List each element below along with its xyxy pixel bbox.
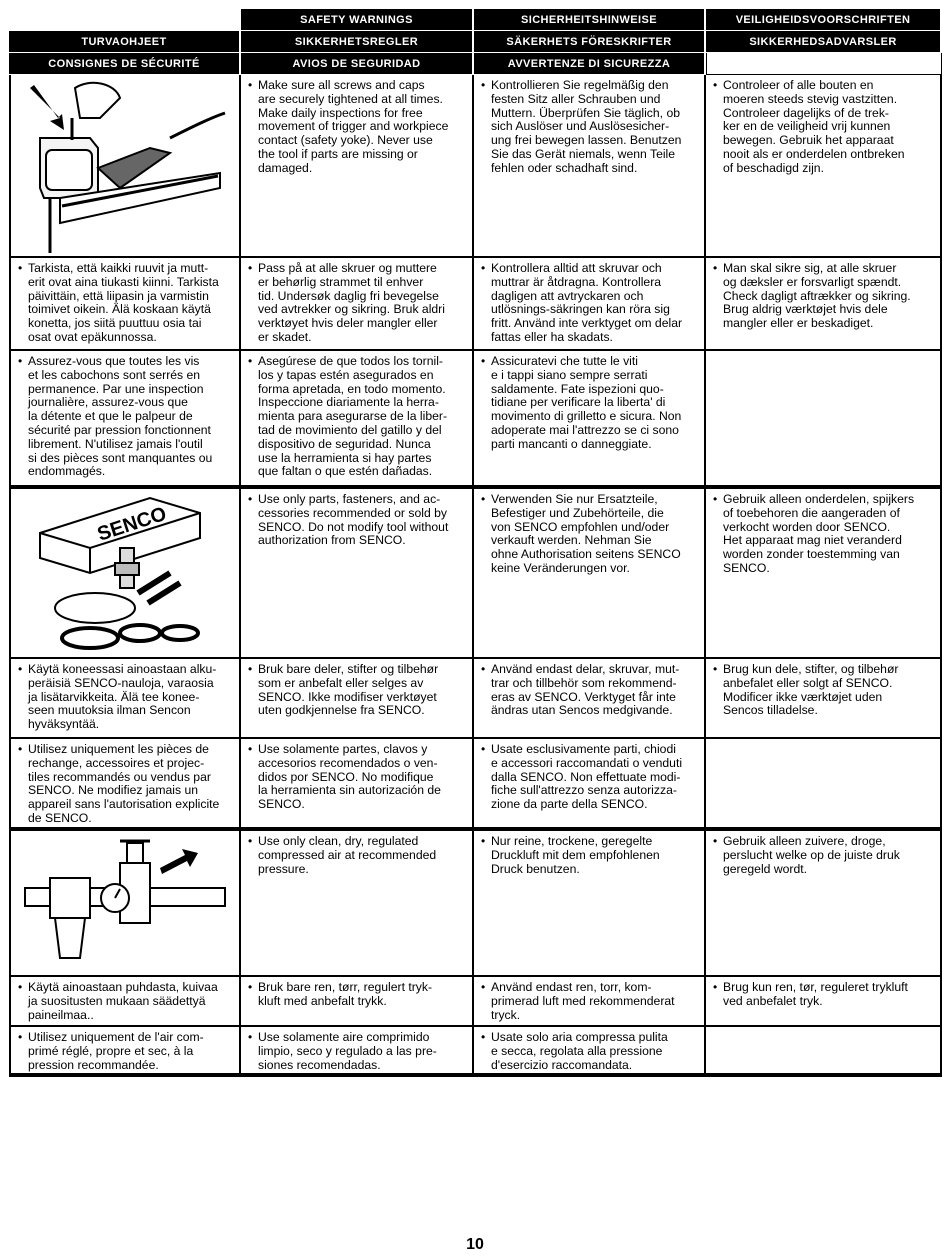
warning-cell xyxy=(241,1027,474,1077)
bullet-icon: • xyxy=(248,78,253,92)
bullet-item xyxy=(18,981,233,1022)
column-header: SIKKERHETSREGLER xyxy=(241,31,474,53)
warning-text: Brug kun dele, stifter, og tilbehør anbefalet eller solgt af SENCO. Modificer ikke værktøjet uden Sencos tilladelse. xyxy=(723,662,899,718)
warning-text: Käytä ainoastaan puhdasta, kuivaa ja suositusten mukaan säädettyä paineilmaa.. xyxy=(28,980,218,1022)
warning-text: Use only parts, fasteners, and ac- cessories recommended or sold by SENCO. Do not modify tool without authorization from SENCO. xyxy=(258,492,449,548)
warning-cell xyxy=(241,739,474,831)
warning-text: Asegúrese de que todos los tornil- los y tapas estén asegurados en forma apretada, en todo momento. Inspeccione diariamente la herra- mienta para asegurarse de la liber- tad de movimiento del gatillo y del dispositivo de seguridad. Nunca use la herramienta si hay partes que faltan o que estén dañadas. xyxy=(258,354,448,479)
warning-text: Usate esclusivamente parti, chiodi e accessori raccomandati o venduti dalla SENCO. Non effettuate modi- fiche sull'attrezzo senza autorizza- zione da parte della SENCO. xyxy=(491,742,683,812)
warning-text: Controleer of alle bouten en moeren steeds stevig vastzitten. Controleer dagelijks of de trek- ker en de veiligheid vrij kunnen bewegen. Gebruik het apparaat nooit als er onderdelen ontbreken of beschadigd zijn. xyxy=(723,78,905,175)
warning-cell xyxy=(474,659,706,739)
bullet-icon: • xyxy=(481,742,486,756)
warning-cell xyxy=(9,1027,241,1077)
bullet-icon: • xyxy=(18,261,23,275)
warning-text: Kontrollieren Sie regelmäßig den festen Sitz aller Schrauben und Muttern. Überprüfen Sie täglich, ob sich Auslöser und Auslösesicher- ung frei bewegen lassen. Benutzen Sie das Gerät niemals, wenn Teile fehlen oder schadhaft sind. xyxy=(491,78,682,175)
warning-text: Använd endast ren, torr, kom- primerad luft med rekommenderat tryck. xyxy=(491,980,675,1022)
bullet-item xyxy=(713,835,934,876)
bullet-icon: • xyxy=(713,834,718,848)
column-header: VEILIGHEIDSVOORSCHRIFTEN xyxy=(706,9,942,31)
warning-cell xyxy=(474,258,706,351)
warning-text: Make sure all screws and caps are securely tightened at all times. Make daily inspections for free movement of trigger and workpiece contact (safety yoke). Never use the tool if parts are missing or damaged. xyxy=(258,78,449,175)
warning-cell xyxy=(474,739,706,831)
bullet-item xyxy=(248,1031,466,1072)
warning-text: Utilisez uniquement de l'air com- primé réglé, propre et sec, à la pression recommandée. xyxy=(28,1030,204,1072)
empty-header-cell xyxy=(706,53,942,75)
bullet-item xyxy=(248,355,466,479)
bullet-icon: • xyxy=(18,980,23,994)
column-header: TURVAOHJEET xyxy=(9,31,241,53)
warning-cell xyxy=(474,351,706,489)
warning-cell xyxy=(706,258,942,351)
bullet-item xyxy=(18,663,233,732)
warning-cell xyxy=(706,659,942,739)
bullet-item xyxy=(713,262,934,331)
bullet-icon: • xyxy=(481,354,486,368)
bullet-item xyxy=(248,493,466,548)
warning-cell xyxy=(706,489,942,659)
warning-cell xyxy=(241,659,474,739)
bullet-item xyxy=(18,355,233,479)
bullet-icon: • xyxy=(248,662,253,676)
warning-text: Use solamente aire comprimido limpio, seco y regulado a las pre- siones recomendadas. xyxy=(258,1030,437,1072)
bullet-icon: • xyxy=(248,742,253,756)
bullet-icon: • xyxy=(481,662,486,676)
bullet-icon: • xyxy=(713,662,718,676)
nailer-screw-tightening-illustration xyxy=(9,75,241,258)
warning-cell xyxy=(241,258,474,351)
warning-text: Utilisez uniquement les pièces de rechange, accessoires et projec- tiles recommandés ou vendus par SENCO. Ne modifiez jamais un appareil sans l'autorisation explicite de SENCO. xyxy=(28,742,220,825)
bullet-item xyxy=(481,79,698,176)
bullet-item xyxy=(248,835,466,876)
bullet-item xyxy=(481,743,698,812)
empty-cell xyxy=(706,351,942,489)
warning-text: Gebruik alleen onderdelen, spijkers of toebehoren die aangeraden of verkocht worden door SENCO. Het apparaat mag niet veranderd worden zonder toestemming van SENCO. xyxy=(723,492,915,575)
empty-cell xyxy=(706,739,942,831)
bullet-icon: • xyxy=(248,1030,253,1044)
bullet-icon: • xyxy=(248,354,253,368)
bullet-icon: • xyxy=(248,980,253,994)
bullet-item xyxy=(713,663,934,718)
bullet-icon: • xyxy=(248,261,253,275)
safety-table xyxy=(9,9,942,1077)
warning-cell xyxy=(241,351,474,489)
warning-text: Bruk bare deler, stifter og tilbehør som er anbefalt eller selges av SENCO. Ikke modifiser verktøyet uten godkjennelse fra SENCO. xyxy=(258,662,439,718)
warning-text: Bruk bare ren, tørr, regulert tryk- kluft med anbefalt trykk. xyxy=(258,980,433,1008)
warning-cell xyxy=(474,977,706,1027)
bullet-item xyxy=(481,835,698,876)
column-header: AVIOS DE SEGURIDAD xyxy=(241,53,474,75)
warning-cell xyxy=(241,831,474,977)
column-header: AVVERTENZE DI SICUREZZA xyxy=(474,53,706,75)
senco-parts-box-illustration xyxy=(9,489,241,659)
warning-text: Verwenden Sie nur Ersatzteile, Befestiger und Zubehörteile, die von SENCO empfohlen und/oder verkauft werden. Nehman Sie ohne Authorisation seitens SENCO keine Veränderungen vor. xyxy=(491,492,681,575)
column-header: SICHERHEITSHINWEISE xyxy=(474,9,706,31)
bullet-icon: • xyxy=(481,1030,486,1044)
warning-cell xyxy=(474,489,706,659)
bullet-item xyxy=(248,663,466,718)
warning-text: Assurez-vous que toutes les vis et les cabochons sont serrés en permanence. Par une inspection journalière, assurez-vous que la détente et que le palpeur de sécurité par pression fonctionnent librement. N'utilisez jamais l'outil si des pièces sont manquantes ou endommagés. xyxy=(28,354,213,479)
bullet-item xyxy=(248,79,466,176)
empty-cell xyxy=(706,1027,942,1077)
bullet-item xyxy=(481,663,698,718)
warning-text: Nur reine, trockene, geregelte Druckluft mit dem empfohlenen Druck benutzen. xyxy=(491,834,660,876)
warning-cell xyxy=(706,831,942,977)
bullet-icon: • xyxy=(248,492,253,506)
bullet-item xyxy=(481,1031,698,1072)
warning-cell xyxy=(241,75,474,258)
warning-text: Usate solo aria compressa pulita e secca, regolata alla pressione d'esercizio raccomandata. xyxy=(491,1030,668,1072)
empty-header-cell xyxy=(9,9,241,31)
column-header: CONSIGNES DE SÉCURITÉ xyxy=(9,53,241,75)
bullet-item xyxy=(713,981,934,1009)
column-header: SIKKERHEDSADVARSLER xyxy=(706,31,942,53)
warning-text: Gebruik alleen zuivere, droge, perslucht welke op de juiste druk geregeld wordt. xyxy=(723,834,900,876)
bullet-item xyxy=(18,1031,233,1072)
warning-text: Use only clean, dry, regulated compressed air at recommended pressure. xyxy=(258,834,437,876)
bullet-item xyxy=(248,743,466,812)
bullet-item xyxy=(713,79,934,176)
bullet-icon: • xyxy=(18,354,23,368)
bullet-icon: • xyxy=(248,834,253,848)
warning-text: Tarkista, että kaikki ruuvit ja mutt- erit ovat aina tiukasti kiinni. Tarkista päivittäin, että liipasin ja varmistin toimivet oikein. Älä koskaan käytä konetta, jos siitä puuttuu osia tai osat ovat epäkunnossa. xyxy=(28,261,219,344)
warning-text: Använd endast delar, skruvar, mut- trar och tillbehör som rekommend- eras av SENCO. Verktyget får inte ändras utan Sencos medgivande. xyxy=(491,662,680,718)
warning-cell xyxy=(9,258,241,351)
warning-cell xyxy=(474,1027,706,1077)
warning-text: Pass på at alle skruer og muttere er behørlig strammet til enhver tid. Undersøk daglig fri bevegelse ved avtrekker og sikring. Bruk aldri verktøyet hvis deler mangler eller er skadet. xyxy=(258,261,445,344)
warning-text: Use solamente partes, clavos y accesorios recomendados o ven- didos por SENCO. No modifique la herramienta sin autorización de SENCO. xyxy=(258,742,441,812)
bullet-icon: • xyxy=(713,980,718,994)
warning-text: Assicuratevi che tutte le viti e i tappi siano sempre serrati saldamente. Fate ispezioni quo- tidiane per verificare la liberta' di movimento di grilletto e sicura. Non adoperate mai l'attrezzo se ci sono parti mancanti o danneggiate. xyxy=(491,354,682,451)
bullet-item xyxy=(481,493,698,576)
page-number: 10 xyxy=(466,1236,484,1253)
warning-cell xyxy=(9,739,241,831)
bullet-item xyxy=(481,262,698,345)
bullet-icon: • xyxy=(481,78,486,92)
bullet-icon: • xyxy=(713,492,718,506)
bullet-icon: • xyxy=(481,492,486,506)
warning-text: Käytä koneessasi ainoastaan alku- peräisiä SENCO-nauloja, varaosia ja lisätarvikkeita. Älä tee konee- seen muutoksia ilman Sencon hyväksyntää. xyxy=(28,662,217,732)
bullet-item xyxy=(18,262,233,345)
warning-cell xyxy=(9,659,241,739)
warning-text: Kontrollera alltid att skruvar och muttrar är åtdragna. Kontrollera dagligen att avtryckaren och utlösnings-säkringen kan röra sig fritt. Använd inte verktyget om delar fattas eller ha skadats. xyxy=(491,261,683,344)
column-header: SÄKERHETS FÖRESKRIFTER xyxy=(474,31,706,53)
bullet-icon: • xyxy=(18,742,23,756)
bullet-icon: • xyxy=(481,261,486,275)
bullet-item xyxy=(481,981,698,1022)
warning-cell xyxy=(9,351,241,489)
bullet-item xyxy=(248,262,466,345)
warning-text: Man skal sikre sig, at alle skruer og dæksler er forsvarligt spændt. Check dagligt aftrækker og sikring. Brug aldrig værktøjet hvis dele mangler eller er beskadiget. xyxy=(723,261,911,331)
warning-cell xyxy=(241,489,474,659)
svg-text:SENCO: SENCO xyxy=(94,502,170,546)
bullet-item xyxy=(248,981,466,1009)
bullet-icon: • xyxy=(713,261,718,275)
warning-cell xyxy=(706,75,942,258)
bullet-item xyxy=(713,493,934,576)
bullet-icon: • xyxy=(713,78,718,92)
bullet-icon: • xyxy=(481,980,486,994)
warning-cell xyxy=(474,75,706,258)
bullet-item xyxy=(18,743,233,826)
bullet-icon: • xyxy=(481,834,486,848)
bullet-icon: • xyxy=(18,1030,23,1044)
warning-cell xyxy=(706,977,942,1027)
column-header: SAFETY WARNINGS xyxy=(241,9,474,31)
warning-cell xyxy=(241,977,474,1027)
bullet-item xyxy=(481,355,698,452)
bullet-icon: • xyxy=(18,662,23,676)
air-regulator-filter-illustration xyxy=(9,831,241,977)
warning-text: Brug kun ren, tør, reguleret trykluft ved anbefalet tryk. xyxy=(723,980,908,1008)
warning-cell xyxy=(9,977,241,1027)
warning-cell xyxy=(474,831,706,977)
